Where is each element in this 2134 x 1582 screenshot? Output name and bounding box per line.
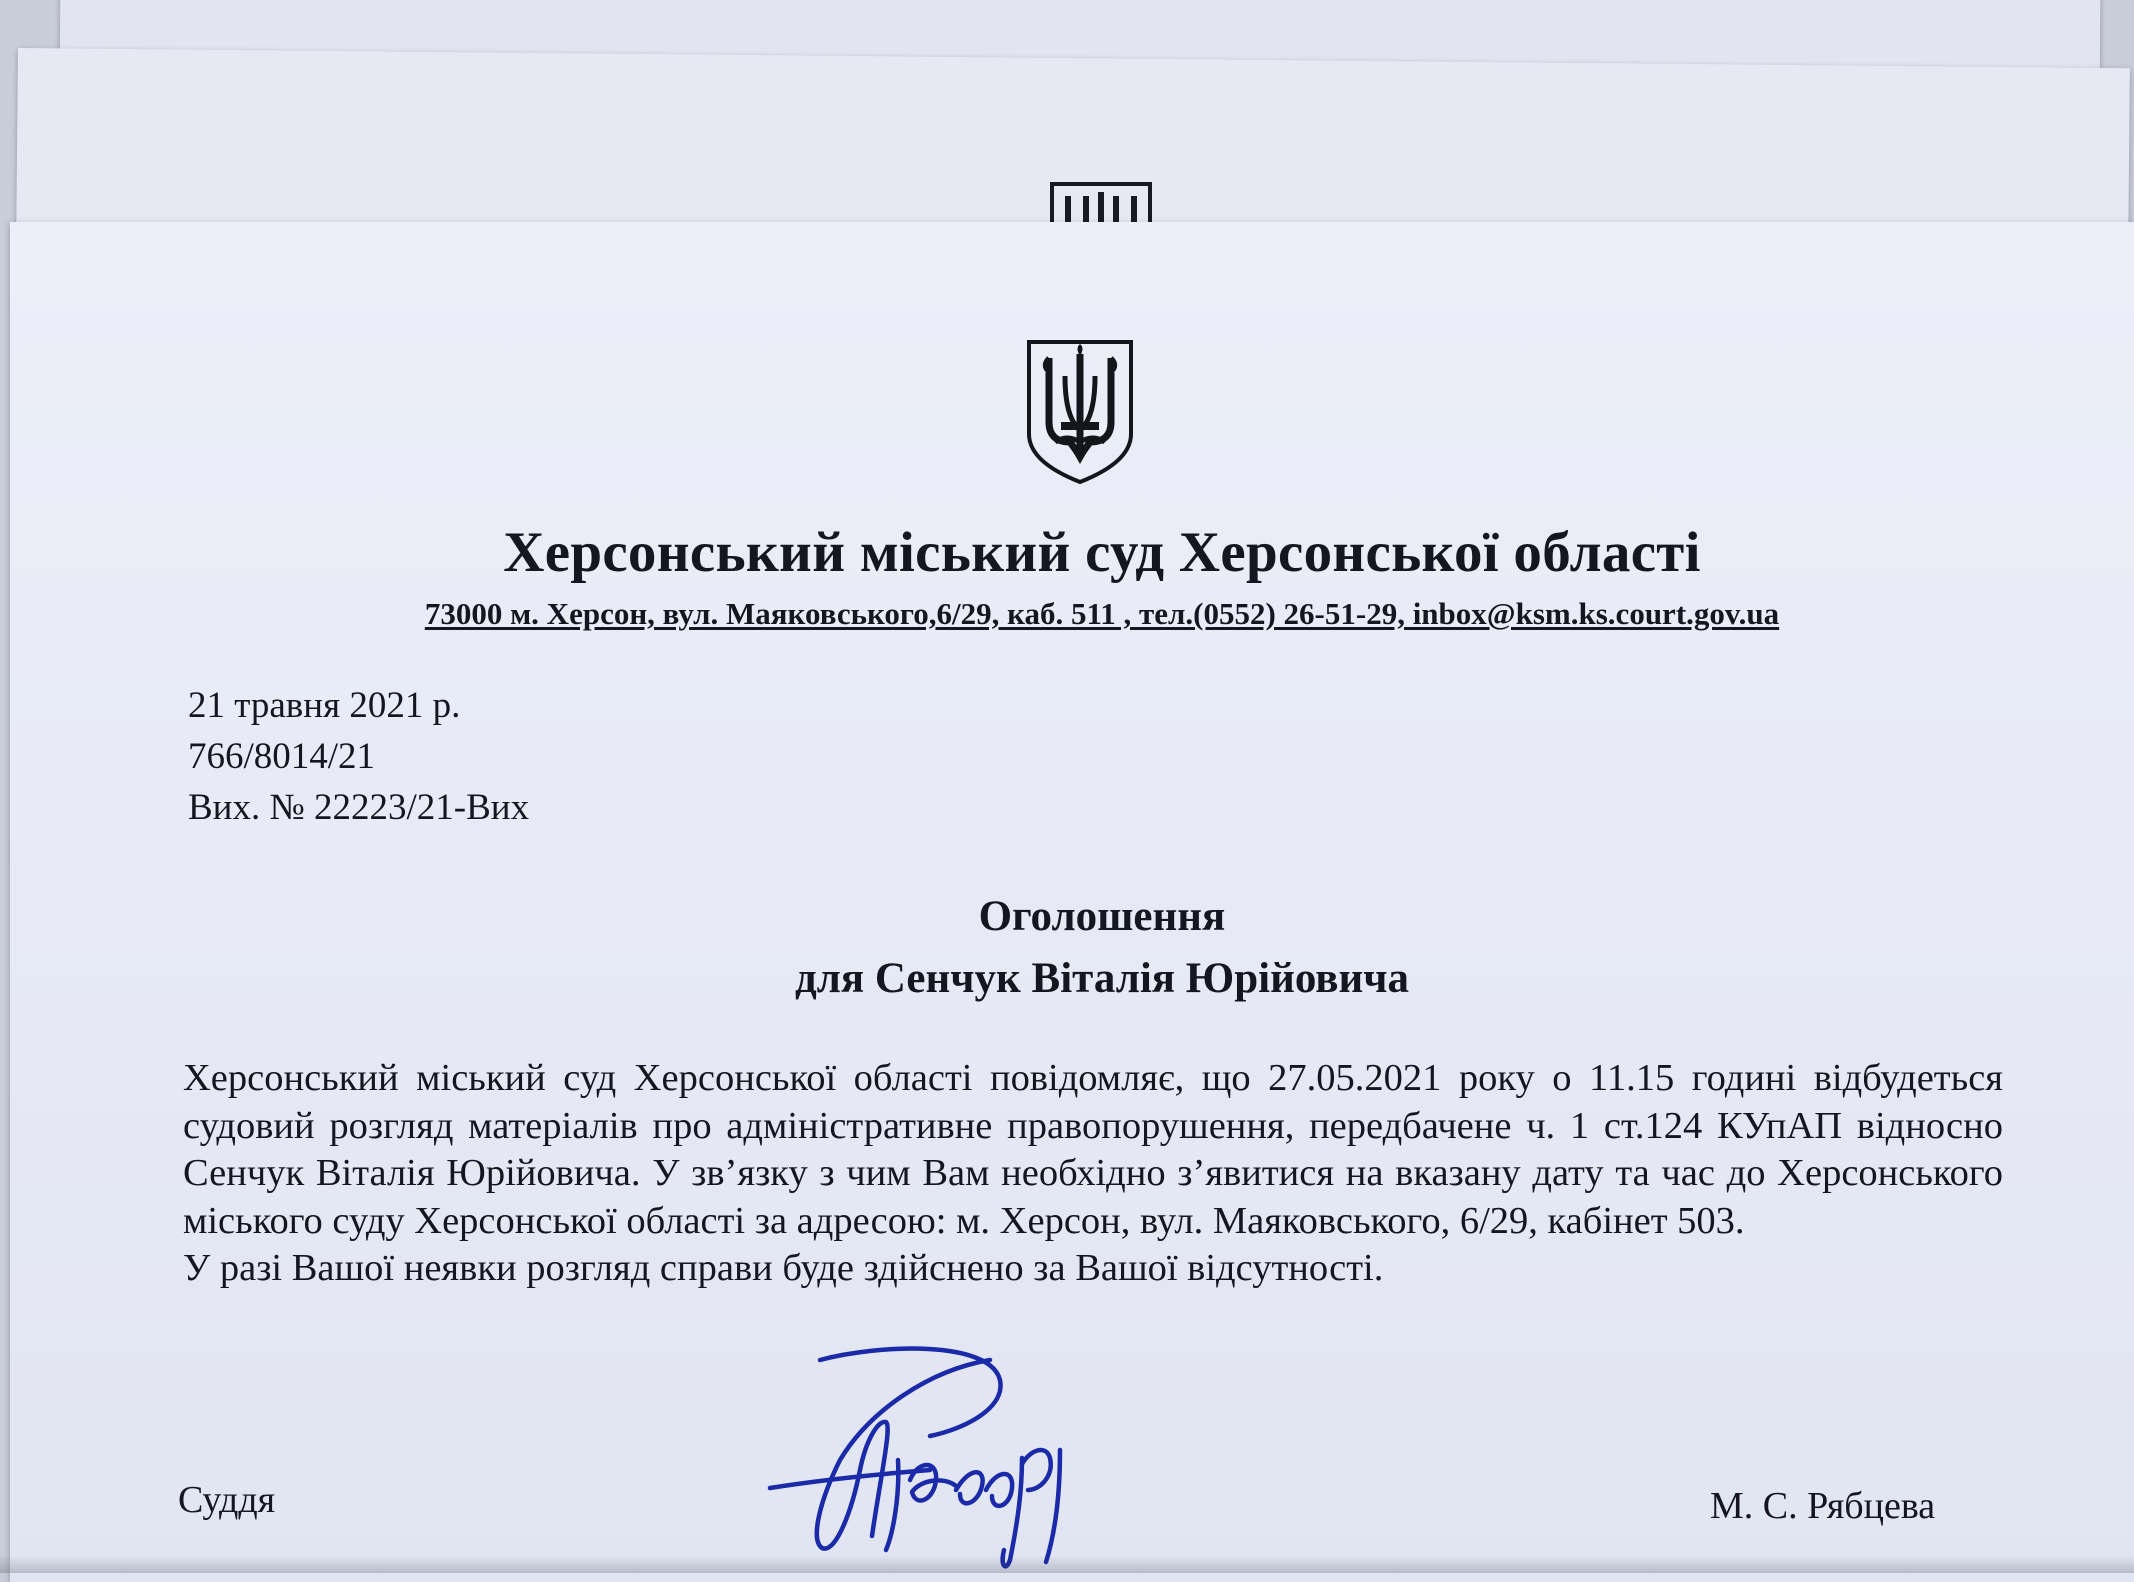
announcement-body [183, 1055, 2003, 1293]
trident-emblem-icon [1025, 338, 1135, 486]
body-paragraph-main: Херсонський міський суд Херсонської області повідомляє, що 27.05.2021 року о 11.15 годині відбудеться судовий розгляд матеріалів про адміністративне правопорушення, передбачене ч. 1 ст.124 КУпАП відносно Сенчук Віталія Юрійовича. У зв’язку з чим Вам необхідно з’явитися на вказану дату та час до Херсонського міського суду Херсонської області за адресою: м. Херсон, вул. Маяковського, 6/29, кабінет 503. [183, 1057, 2003, 1242]
court-address-line: 73000 м. Херсон, вул. Маяковського,6/29, каб. 511 , тел.(0552) 26-51-29, inbox@ksm.ks.court.gov.ua [424, 596, 1780, 631]
document-meta [188, 680, 529, 833]
case-number: 766/8014/21 [188, 736, 376, 777]
page-bottom-shadow [0, 1555, 2134, 1573]
announcement-recipient: для Сенчук Віталія Юрійовича [794, 955, 1410, 1002]
body-paragraph-absence: У разі Вашої неявки розгляд справи буде здійснено за Вашої відсутності. [183, 1247, 1384, 1289]
signer-role: Суддя [178, 1479, 276, 1521]
announcement-title [70, 886, 2134, 1010]
handwritten-signature [760, 1340, 1090, 1570]
court-name-heading: Херсонський міський суд Херсонської області [503, 521, 1701, 584]
signer-name: М. С. Рябцева [1710, 1485, 1936, 1527]
document-date: 21 травня 2021 р. [188, 685, 461, 726]
announcement-heading: Оголошення [978, 893, 1226, 940]
outgoing-number: Вих. № 22223/21-Вих [188, 787, 530, 828]
